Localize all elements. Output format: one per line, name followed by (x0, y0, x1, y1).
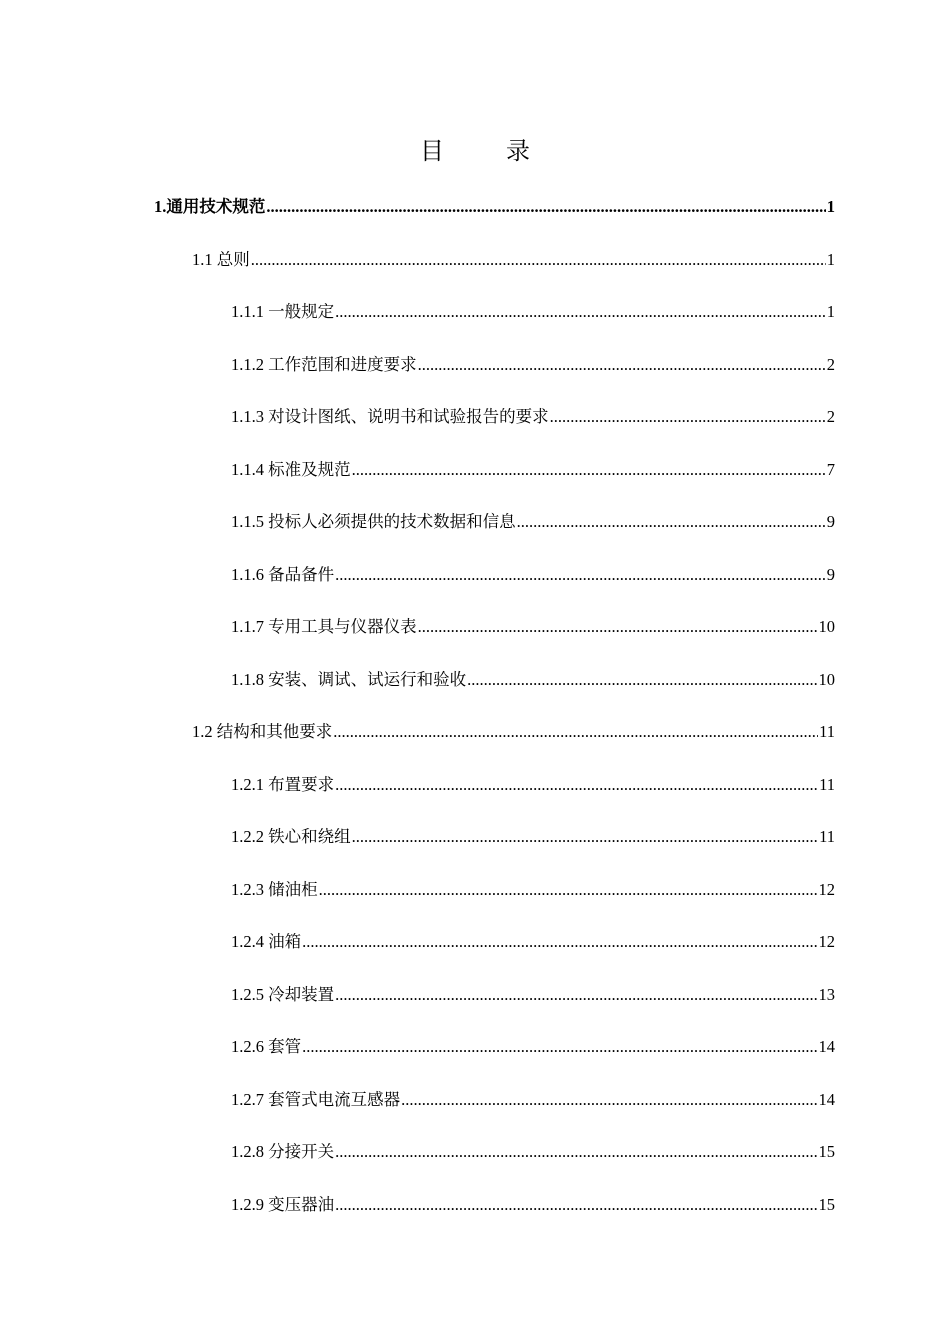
toc-dot-leader (418, 354, 826, 376)
toc-entry-label: 1.2.8 分接开关 (231, 1142, 335, 1162)
toc-page-number: 13 (818, 984, 835, 1004)
toc-page-number: 15 (818, 1142, 835, 1162)
toc-page-number: 12 (818, 879, 835, 899)
toc-page-number: 2 (826, 354, 835, 374)
toc-page-number: 1 (826, 249, 835, 269)
toc-entry-label: 1.2.9 变压器油 (231, 1194, 335, 1214)
toc-dot-leader (266, 196, 825, 218)
toc-entry-label: 1.通用技术规范 (154, 197, 266, 217)
toc-entry-label: 1.2.6 套管 (231, 1037, 302, 1057)
toc-dot-leader (335, 984, 817, 1006)
toc-page-number: 15 (818, 1194, 835, 1214)
toc-dot-leader (335, 564, 826, 586)
toc-entry-label: 1.2.7 套管式电流互感器 (231, 1089, 401, 1109)
toc-entry[interactable] (0, 234, 950, 287)
toc-page-number: 12 (818, 932, 835, 952)
toc-entry-label: 1.1.5 投标人必须提供的技术数据和信息 (231, 512, 516, 532)
toc-entry-label: 1.1.8 安装、调试、试运行和验收 (231, 669, 467, 689)
toc-page-number: 11 (819, 774, 835, 794)
toc-page-number: 9 (826, 564, 835, 584)
toc-dot-leader (302, 931, 817, 953)
toc-entry-label: 1.2 结构和其他要求 (192, 722, 333, 742)
toc-page-number: 9 (826, 512, 835, 532)
toc-entry[interactable] (0, 549, 950, 602)
toc-page-number: 11 (819, 722, 835, 742)
toc-entry-label: 1.1.1 一般规定 (231, 302, 335, 322)
toc-dot-leader (319, 879, 818, 901)
toc-dot-leader (418, 616, 818, 638)
toc-entry[interactable] (0, 969, 950, 1022)
toc-entry[interactable] (0, 339, 950, 392)
toc-entry-label: 1.1.2 工作范围和进度要求 (231, 354, 417, 374)
toc-entry-label: 1.1.7 专用工具与仪器仪表 (231, 617, 417, 637)
toc-page-number: 2 (826, 407, 835, 427)
toc-dot-leader (335, 1141, 817, 1163)
toc-page-number: 1 (826, 302, 835, 322)
toc-page-number: 1 (826, 197, 835, 217)
toc-entry-label: 1.1.4 标准及规范 (231, 459, 351, 479)
toc-title-char-1: 目 (420, 137, 444, 165)
toc-entry-label: 1.2.2 铁心和绕组 (231, 827, 351, 847)
toc-entry[interactable] (0, 286, 950, 339)
toc-dot-leader (352, 826, 818, 848)
toc-entry[interactable] (0, 601, 950, 654)
toc-page-number: 11 (819, 827, 835, 847)
toc-entry[interactable] (0, 391, 950, 444)
toc-dot-leader (251, 249, 826, 271)
toc-entry-label: 1.1.6 备品备件 (231, 564, 335, 584)
toc-entry[interactable] (0, 444, 950, 497)
toc-dot-leader (335, 301, 826, 323)
toc-entry[interactable] (0, 759, 950, 812)
toc-dot-leader (550, 406, 826, 428)
toc-entry[interactable] (0, 181, 950, 234)
toc-entry-label: 1.1.3 对设计图纸、说明书和试验报告的要求 (231, 407, 549, 427)
toc-page-number: 10 (818, 617, 835, 637)
toc-entry[interactable] (0, 916, 950, 969)
toc-title-char-2: 录 (506, 137, 530, 165)
toc-entry[interactable] (0, 706, 950, 759)
toc-dot-leader (335, 1194, 817, 1216)
toc-entry[interactable] (0, 1021, 950, 1074)
toc-entry[interactable] (0, 811, 950, 864)
toc-dot-leader (333, 721, 818, 743)
toc-entry[interactable] (0, 496, 950, 549)
toc-entry-label: 1.2.5 冷却装置 (231, 984, 335, 1004)
toc-entry-label: 1.2.1 布置要求 (231, 774, 335, 794)
toc-entry-label: 1.1 总则 (192, 249, 250, 269)
toc-entry[interactable] (0, 1179, 950, 1232)
toc-entry[interactable] (0, 864, 950, 917)
table-of-contents (0, 181, 950, 1231)
toc-dot-leader (302, 1036, 817, 1058)
toc-dot-leader (335, 774, 818, 796)
toc-entry[interactable] (0, 654, 950, 707)
toc-title (0, 133, 950, 169)
toc-entry-label: 1.2.4 油箱 (231, 932, 302, 952)
toc-entry[interactable] (0, 1126, 950, 1179)
toc-page-number: 14 (818, 1037, 835, 1057)
toc-page-number: 7 (826, 459, 835, 479)
toc-dot-leader (352, 459, 826, 481)
toc-entry-label: 1.2.3 储油柜 (231, 879, 318, 899)
toc-page-number: 14 (818, 1089, 835, 1109)
toc-page-number: 10 (818, 669, 835, 689)
toc-entry[interactable] (0, 1074, 950, 1127)
toc-dot-leader (467, 669, 817, 691)
toc-dot-leader (517, 511, 826, 533)
toc-dot-leader (401, 1089, 817, 1111)
